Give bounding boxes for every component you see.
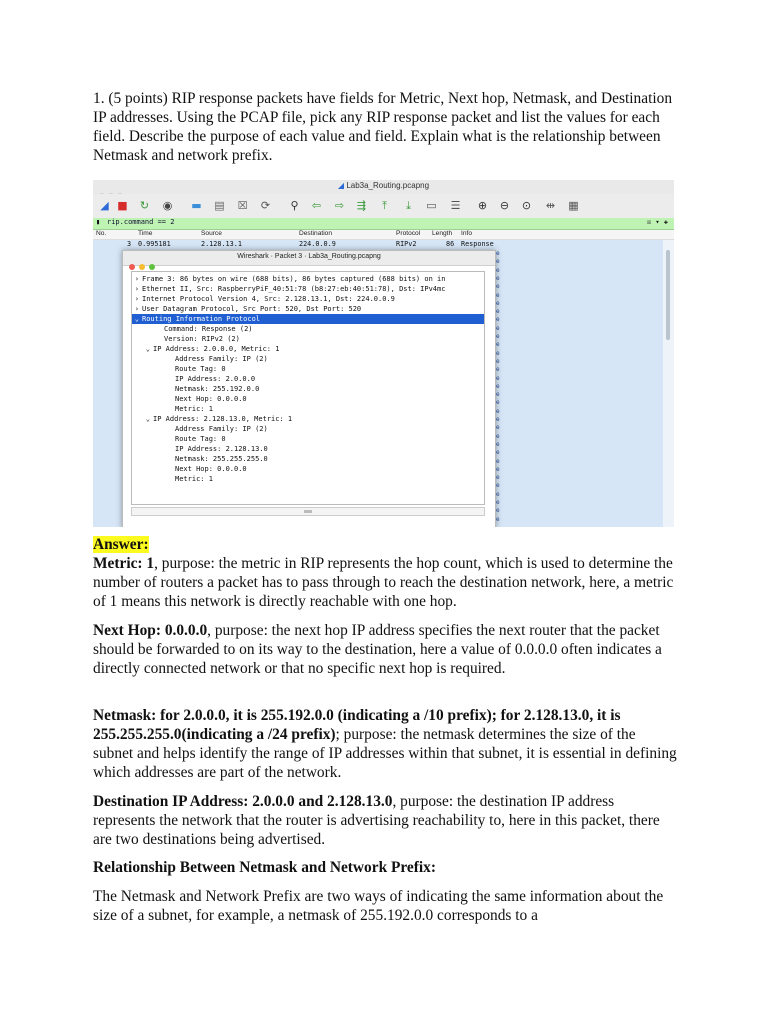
tree-line[interactable]: [132, 404, 484, 414]
strip-char: e: [496, 250, 500, 257]
tree-line[interactable]: [132, 444, 484, 454]
tree-line[interactable]: [132, 334, 484, 344]
row-cell: 86: [446, 240, 455, 248]
tree-line-text: Frame 3: 86 bytes on wire (688 bits), 86 bytes captured (688 bits) on in: [142, 275, 446, 283]
row-cell: 3: [127, 240, 132, 248]
column-header[interactable]: Length: [432, 230, 453, 237]
netmask-paragraph: [93, 706, 677, 782]
reload-icon[interactable]: ⟳: [260, 199, 271, 212]
filter-text: rip.command == 2: [107, 218, 175, 226]
netmask-text: ; purpose: the netmask determines the size of the subnet and helps identify the range of IP addresses within that subnet, it is essential in defining which addresses are part of the network.: [93, 726, 677, 781]
display-filter-bar[interactable]: [93, 218, 674, 230]
collapse-arrow-icon[interactable]: ›: [134, 305, 139, 313]
stop-icon[interactable]: ■: [117, 199, 128, 212]
destination-paragraph: [93, 792, 677, 849]
strip-char: e: [496, 374, 500, 382]
row-cell: 2.128.13.1: [201, 240, 242, 248]
row-cell: RIPv2: [396, 240, 417, 248]
tree-line[interactable]: [132, 464, 484, 474]
strip-char: e: [496, 507, 500, 515]
strip-char: e: [496, 349, 500, 357]
strip-char: e: [496, 341, 500, 349]
layout-icon[interactable]: ▦: [568, 199, 579, 212]
tree-line[interactable]: [132, 304, 484, 314]
tree-line[interactable]: [132, 294, 484, 304]
strip-char: e: [496, 308, 500, 316]
packet-window-titlebar: [123, 251, 495, 266]
strip-char: e: [496, 382, 500, 390]
strip-char: e: [496, 291, 500, 299]
tree-line-text: Address Family: IP (2): [175, 425, 268, 433]
resize-columns-icon[interactable]: ⇹: [545, 199, 556, 212]
zoom-in-icon[interactable]: ⊕: [477, 199, 488, 212]
tree-line[interactable]: [132, 424, 484, 434]
question-text: 1. (5 points) RIP response packets have fields for Metric, Next hop, Netmask, and Destination IP addresses. Using the PCAP file, pick any RIP response packet and list the values for each field. Describe the purpose of each value and field. Explain what is the relationship between Netmask and network prefix.: [93, 90, 673, 164]
tree-line-text: Next Hop: 0.0.0.0: [175, 395, 247, 403]
packet-list-header: [93, 230, 674, 240]
strip-char: e: [496, 316, 500, 324]
tree-line-text: IP Address: 2.128.13.0: [175, 445, 268, 453]
jump-icon[interactable]: ⇶: [356, 199, 367, 212]
open-folder-icon[interactable]: ▬: [191, 199, 202, 212]
tree-line[interactable]: [132, 434, 484, 444]
metric-paragraph: [93, 554, 677, 611]
tree-line[interactable]: [132, 274, 484, 284]
zoom-normal-icon[interactable]: ⊙: [521, 199, 532, 212]
next-hop-paragraph: [93, 621, 677, 678]
tree-line[interactable]: [132, 364, 484, 374]
expand-arrow-icon[interactable]: ⌄: [134, 315, 139, 323]
back-arrow-icon[interactable]: ⇦: [311, 199, 322, 212]
strip-char: e: [496, 499, 500, 506]
answer-label: Answer:: [93, 536, 149, 553]
tree-line-text: Version: RIPv2 (2): [164, 335, 240, 343]
go-last-icon[interactable]: ⤓: [406, 199, 411, 212]
tree-line[interactable]: [132, 454, 484, 464]
netmask-bold: Netmask: for 2.0.0.0, it is 255.192.0.0 (indicating a /10 prefix); for 2.128.13.0, it is 255.255.255.0(indicating a /24 prefix): [93, 707, 621, 743]
tree-line[interactable]: [132, 344, 484, 354]
strip-char: e: [496, 399, 500, 407]
answer-block: [93, 535, 677, 554]
column-header[interactable]: Info: [461, 230, 472, 237]
strip-char: e: [496, 299, 500, 307]
tree-line[interactable]: [132, 324, 484, 334]
next-hop-bold: Next Hop: 0.0.0.0: [93, 622, 208, 639]
strip-char: e: [496, 366, 500, 374]
strip-char: e: [496, 324, 500, 332]
maximize-icon[interactable]: [149, 264, 155, 270]
tree-line[interactable]: [132, 384, 484, 394]
column-header[interactable]: No.: [96, 230, 107, 237]
strip-char: e: [496, 515, 500, 523]
tree-line-text: Next Hop: 0.0.0.0: [175, 465, 247, 473]
packet-window-title: Wireshark · Packet 3 · Lab3a_Routing.pcapng: [237, 253, 381, 260]
metric-bold: Metric: 1: [93, 555, 155, 572]
tree-line-text: Netmask: 255.192.0.0: [175, 385, 260, 393]
main-window-titlebar: [93, 180, 674, 194]
tree-line-text: IP Address: 2.0.0.0: [175, 375, 256, 383]
tree-line-text: IP Address: 2.0.0.0, Metric: 1: [153, 345, 280, 353]
strip-char: e: [496, 416, 500, 423]
strip-char: e: [496, 440, 500, 448]
bookmark-icon: ▮: [96, 218, 101, 226]
tree-line-text: User Datagram Protocol, Src Port: 520, Dst Port: 520: [142, 305, 362, 313]
tree-line[interactable]: [132, 314, 484, 324]
packet-detail-window: [122, 250, 496, 527]
tree-line-text: Internet Protocol Version 4, Src: 2.128.13.1, Dst: 224.0.0.9: [142, 295, 395, 303]
strip-char: e: [496, 424, 500, 432]
strip-char: e: [496, 482, 500, 490]
tree-line[interactable]: [132, 474, 484, 484]
zoom-out-icon[interactable]: ⊖: [499, 199, 510, 212]
strip-char: e: [496, 333, 500, 340]
row-cell: 224.0.0.9: [299, 240, 336, 248]
strip-char: e: [496, 449, 500, 457]
tree-line-text: Address Family: IP (2): [175, 355, 268, 363]
packet-detail-tree: [131, 271, 485, 505]
destination-text: , purpose: the destination IP address represents the network that the router is advertising reachability to, here in this packet, there are two destinations being advertised.: [93, 793, 660, 848]
strip-char: e: [496, 407, 500, 415]
tree-line-text: Metric: 1: [175, 405, 213, 413]
filter-controls-icon[interactable]: ☒ ▾ ✚: [646, 218, 668, 226]
column-header[interactable]: Time: [138, 230, 153, 237]
search-icon[interactable]: ⚲: [290, 199, 299, 212]
tree-line-text: Routing Information Protocol: [142, 315, 261, 323]
row-cell: Response: [461, 240, 494, 248]
tree-line-text: Route Tag: 0: [175, 435, 226, 443]
destination-bold: Destination IP Address: 2.0.0.0 and 2.128.13.0: [93, 793, 393, 810]
packet-list-right-strip: [493, 250, 663, 527]
expand-arrow-icon[interactable]: ⌄: [145, 345, 150, 353]
column-header[interactable]: Protocol: [396, 230, 421, 237]
strip-char: e: [496, 490, 500, 498]
tree-line[interactable]: [132, 354, 484, 364]
packet-list-row[interactable]: [93, 240, 493, 249]
strip-char: e: [496, 432, 500, 440]
relationship-heading: Relationship Between Netmask and Network Prefix:: [93, 859, 436, 876]
metric-text: , purpose: the metric in RIP represents the hop count, which is used to determine the number of routers a packet has to pass through to reach the destination network, here, a metric of 1 means this network is directly reachable with one hop.: [93, 555, 674, 610]
strip-char: e: [496, 391, 500, 399]
expand-arrow-icon[interactable]: ⌄: [145, 415, 150, 423]
strip-char: e: [496, 457, 500, 465]
tree-line[interactable]: [132, 414, 484, 424]
column-header[interactable]: Source: [201, 230, 222, 237]
row-cell: 0.995181: [138, 240, 171, 248]
shark-fin-icon[interactable]: ◢: [100, 199, 109, 212]
strip-char: e: [496, 266, 500, 274]
tree-line[interactable]: [132, 374, 484, 384]
forward-arrow-icon[interactable]: ⇨: [334, 199, 345, 212]
main-toolbar: [93, 194, 674, 219]
tree-line-text: IP Address: 2.128.13.0, Metric: 1: [153, 415, 293, 423]
wireshark-screenshot: [93, 180, 674, 527]
file-icon[interactable]: ▤: [214, 199, 225, 212]
strip-char: e: [496, 258, 500, 266]
tree-line-text: Ethernet II, Src: RaspberryPiF_40:51:78 (b8:27:eb:40:51:78), Dst: IPv4mc: [142, 285, 446, 293]
close-file-icon[interactable]: ☒: [237, 199, 248, 212]
autoscroll-icon[interactable]: ▭: [426, 199, 437, 212]
strip-char: e: [496, 274, 500, 282]
strip-char: e: [496, 283, 500, 291]
relationship-paragraph: The Netmask and Network Prefix are two ways of indicating the same information about the size of a subnet, for example, a netmask of 255.192.0.0 corresponds to a: [93, 888, 664, 924]
close-icon[interactable]: [129, 264, 135, 270]
collapse-arrow-icon[interactable]: ›: [134, 295, 139, 303]
minimize-icon[interactable]: [139, 264, 145, 270]
colorize-icon[interactable]: ☰: [450, 199, 461, 212]
tree-line-text: Netmask: 255.255.255.0: [175, 455, 268, 463]
tree-line[interactable]: [132, 284, 484, 294]
packet-window-hscrollbar[interactable]: [131, 507, 485, 516]
next-hop-text: , purpose: the next hop IP address specifies the next router that the packet should be forwarded to on its way to the destination, here a value of 0.0.0.0 often indicates a directly connected network or that no specific next hop is required.: [93, 622, 662, 677]
tree-line-text: Route Tag: 0: [175, 365, 226, 373]
collapse-arrow-icon[interactable]: ›: [134, 275, 139, 283]
strip-char: e: [496, 474, 500, 482]
restart-icon[interactable]: ↻: [139, 199, 150, 212]
strip-char: e: [496, 465, 500, 473]
strip-char: e: [496, 357, 500, 365]
main-window-title: ◢ Lab3a_Routing.pcapng: [337, 181, 430, 190]
tree-line[interactable]: [132, 394, 484, 404]
collapse-arrow-icon[interactable]: ›: [134, 285, 139, 293]
column-header[interactable]: Destination: [299, 230, 332, 237]
go-first-icon[interactable]: ⤒: [382, 199, 387, 212]
tree-line-text: Command: Response (2): [164, 325, 253, 333]
tree-line-text: Metric: 1: [175, 475, 213, 483]
options-icon[interactable]: ◉: [162, 199, 173, 212]
packet-list-scrollbar[interactable]: [663, 240, 674, 527]
